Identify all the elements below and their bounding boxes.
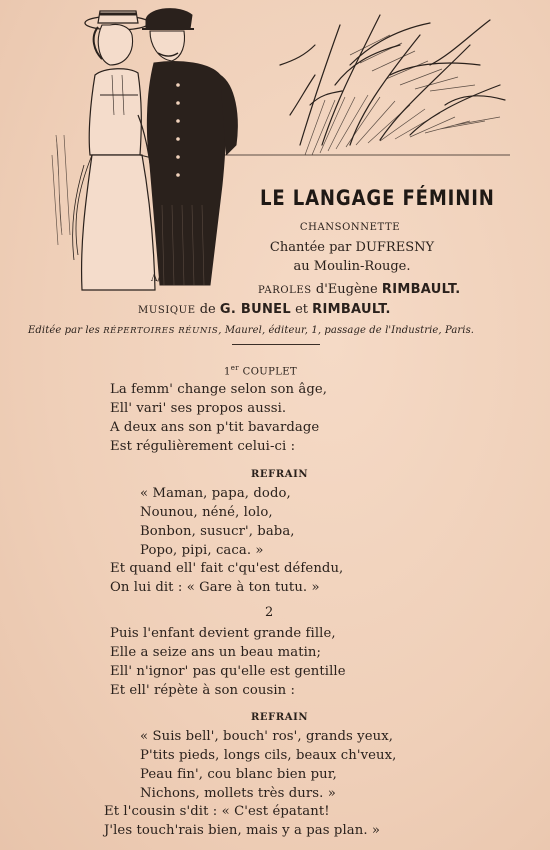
refrain-2-closing: J'les touch'rais bien, mais y a pas plan. » [104, 823, 381, 838]
refrain-2-label: REFRAIN [251, 712, 309, 723]
refrain-1-line: Popo, pipi, caca. » [140, 543, 264, 558]
singer-line: Chantée par DUFRESNY [269, 240, 435, 255]
lyricist-name: RIMBAULT. [381, 282, 461, 297]
music-prefix: MUSIQUE [138, 305, 196, 316]
lyrics-by: d'Eugène [315, 282, 378, 297]
refrain-1-closing: On lui dit : « Gare à ton tutu. » [110, 580, 320, 595]
publisher-line [28, 325, 474, 336]
svg-text:Λ/: Λ/ [151, 274, 161, 284]
refrain-2-line: « Suis bell', bouch' ros', grands yeux, [140, 729, 394, 744]
verse-1-number: 1 [224, 366, 231, 378]
song-title: LE LANGAGE FÉMININ [260, 186, 495, 210]
verse-1-line: La femm' change selon son âge, [110, 382, 328, 397]
refrain-1-closing: Et quand ell' fait c'qu'est défendu, [110, 561, 344, 576]
refrain-1-line: Bonbon, susucr', baba, [140, 524, 295, 539]
publisher-part-c: , Maurel, éditeur, 1, passage de l'Industrie, Paris. [218, 325, 475, 336]
refrain-2-line: Peau fin', cou blanc bien pur, [140, 767, 337, 782]
publisher-part-b: RÉPERTOIRES RÉUNIS [103, 326, 219, 336]
verse-1-line: Ell' vari' ses propos aussi. [110, 401, 287, 416]
verse-2-line: Elle a seize ans un beau matin; [110, 645, 322, 660]
verse-2-line: Puis l'enfant devient grande fille, [110, 626, 336, 641]
refrain-1-line: Nounou, néné, lolo, [140, 505, 273, 520]
music-credit [138, 302, 391, 317]
refrain-1-line: « Maman, papa, dodo, [140, 486, 291, 501]
refrain-2-line: Nichons, mollets très durs. » [140, 786, 336, 801]
verse-2-line: Ell' n'ignor' pas qu'elle est gentille [110, 664, 346, 679]
lyrics-credit [258, 282, 460, 297]
verse-1-heading [224, 364, 297, 377]
refrain-2-line: P'tits pieds, longs cils, beaux ch'veux, [140, 748, 397, 763]
verse-1-line: Est régulièrement celui-ci : [110, 439, 296, 454]
refrain-1-label: REFRAIN [251, 469, 309, 480]
verse-1-word: COUPLET [242, 366, 298, 378]
composer-one: G. BUNEL [219, 302, 291, 317]
verse-1-line: A deux ans son p'tit bavardage [110, 420, 320, 435]
music-et: et [295, 302, 308, 317]
lyrics-prefix: PAROLES [258, 285, 312, 296]
venue-line: au Moulin-Rouge. [293, 259, 411, 274]
publisher-part-a: Editée par les [28, 325, 100, 336]
song-genre [290, 220, 410, 233]
divider-rule [232, 344, 320, 345]
verse-1-sup: er [230, 364, 240, 372]
song-genre-text: CHANSONNETTE [299, 222, 401, 233]
refrain-2-closing: Et l'cousin s'dit : « C'est épatant! [104, 804, 330, 819]
verse-2-number: 2 [265, 605, 274, 620]
music-de: de [199, 302, 216, 317]
verse-2-line: Et ell' répète à son cousin : [110, 683, 296, 698]
composer-two: RIMBAULT. [312, 302, 391, 317]
